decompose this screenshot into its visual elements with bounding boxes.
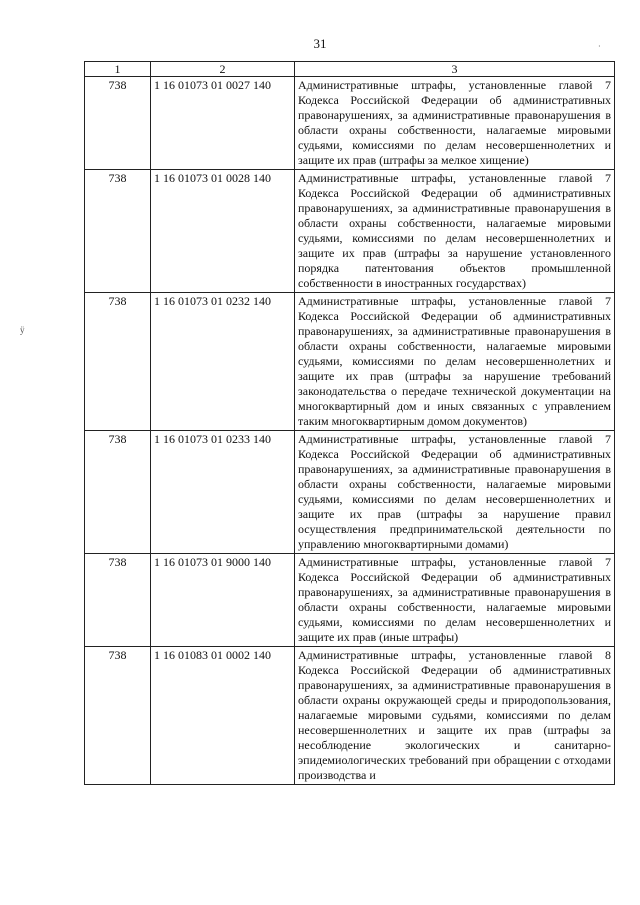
table-row [85,170,615,293]
page-number: 31 [313,36,327,51]
table-row [85,554,615,647]
admin-code-cell: 738 [85,77,151,170]
table-header-row [85,62,615,77]
description-cell: Административные штрафы, установленные главой 7 Кодекса Российской Федерации об административных правонарушениях, за административные правонарушения в области охраны собственности, налагаемые мировыми судьями, комиссиями по делам несовершеннолетних и защите их прав (штрафы за нарушение правил осуществления предпринимательской деятельности по управлению многоквартирными домами) [295,431,615,554]
kbk-code-cell: 1 16 01073 01 0028 140 [151,170,295,293]
column-header-2: 2 [151,62,295,77]
table-row [85,293,615,431]
table-row [85,431,615,554]
description-cell: Административные штрафы, установленные главой 7 Кодекса Российской Федерации об административных правонарушениях, за административные правонарушения в области охраны собственности, налагаемые мировыми судьями, комиссиями по делам несовершеннолетних и защите их прав (штрафы за нарушение установленного порядка патентования объектов промышленной собственности в иностранных государствах) [295,170,615,293]
description-cell: Административные штрафы, установленные главой 7 Кодекса Российской Федерации об административных правонарушениях, за административные правонарушения в области охраны собственности, налагаемые мировыми судьями, комиссиями по делам несовершеннолетних и защите их прав (штрафы за нарушение требований законодательства о передаче технической документации на многоквартирный дом и иных связанных с управлением таким многоквартирным домом документов) [295,293,615,431]
kbk-code-cell: 1 16 01073 01 0233 140 [151,431,295,554]
table-row [85,77,615,170]
table-row [85,647,615,785]
kbk-code-cell: 1 16 01073 01 0027 140 [151,77,295,170]
description-cell: Административные штрафы, установленные главой 7 Кодекса Российской Федерации об административных правонарушениях, за административные правонарушения в области охраны собственности, налагаемые мировыми судьями, комиссиями по делам несовершеннолетних и защите их прав (штрафы за мелкое хищение) [295,77,615,170]
column-header-3: 3 [295,62,615,77]
kbk-code-cell: 1 16 01073 01 0232 140 [151,293,295,431]
admin-code-cell: 738 [85,170,151,293]
margin-mark: ÿ [20,325,25,335]
kbk-code-cell: 1 16 01073 01 9000 140 [151,554,295,647]
description-cell: Административные штрафы, установленные главой 8 Кодекса Российской Федерации об административных правонарушениях, за административные правонарушения в области охраны окружающей среды и природопользования, налагаемые мировыми судьями, комиссиями по делам несовершеннолетних и защите их прав (штрафы за несоблюдение экологических и санитарно-эпидемиологических требований при обращении с отходами производства и [295,647,615,785]
budget-codes-table [84,61,615,785]
kbk-code-cell: 1 16 01083 01 0002 140 [151,647,295,785]
description-cell: Административные штрафы, установленные главой 7 Кодекса Российской Федерации об административных правонарушениях, за административные правонарушения в области охраны собственности, налагаемые мировыми судьями, комиссиями по делам несовершеннолетних и защите их прав (иные штрафы) [295,554,615,647]
admin-code-cell: 738 [85,293,151,431]
column-header-1: 1 [85,62,151,77]
admin-code-cell: 738 [85,431,151,554]
admin-code-cell: 738 [85,647,151,785]
admin-code-cell: 738 [85,554,151,647]
scan-speck: · [598,42,601,51]
